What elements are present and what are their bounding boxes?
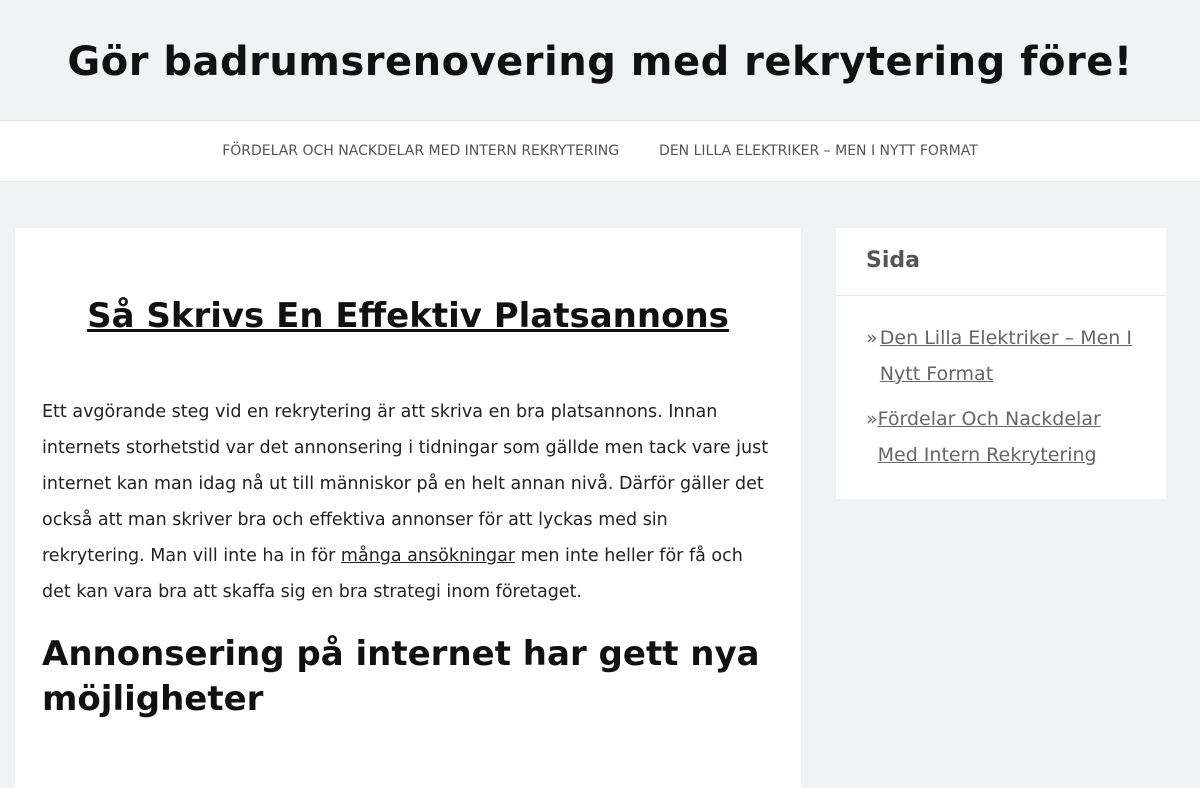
sidebar-widget <box>836 228 1166 499</box>
nav-item-den-lilla-elektriker[interactable]: DEN LILLA ELEKTRIKER – MEN I NYTT FORMAT <box>659 143 978 159</box>
site-title[interactable]: Gör badrumsrenovering med rekrytering före! <box>67 39 1133 85</box>
article-paragraph <box>42 394 774 610</box>
double-chevron-right-icon: » <box>866 408 878 430</box>
sidebar-link-den-lilla-elektriker[interactable]: Den Lilla Elektriker – Men I Nytt Format <box>879 327 1132 385</box>
site-header <box>0 0 1200 120</box>
article-title: Så Skrivs En Effektiv Platsannons <box>87 296 729 336</box>
link-manga-ansokningar[interactable]: många ansökningar <box>340 546 516 566</box>
sidebar-link-fordelar-och-nackdelar[interactable]: Fördelar Och Nackdelar Med Intern Rekrytering <box>877 408 1101 466</box>
double-chevron-right-icon: » <box>866 327 878 349</box>
list-item <box>866 320 1136 392</box>
widget-link-list <box>836 296 1166 473</box>
paragraph-text-start: Ett avgörande steg vid en rekrytering är att skriva en bra platsannons. Innan internets storhetstid var det annonsering i tidningar som gällde men tack vare just internet kan man idag nå ut till människor på en helt annan nivå. Därför gäller det också att man skriver bra och effektiva annonser för att lyckas med sin rekrytering. Man vill inte ha in för <box>42 402 769 566</box>
nav-item-fordelar-och-nackdelar[interactable]: FÖRDELAR OCH NACKDELAR MED INTERN REKRYTERING <box>222 143 620 159</box>
main-navigation <box>0 120 1200 182</box>
section-heading: Annonsering på internet har gett nya möjligheter <box>42 634 760 719</box>
widget-title: Sida <box>836 228 1166 296</box>
article <box>15 228 801 788</box>
list-item <box>866 401 1136 473</box>
paragraph-text-end: men inte heller för få och det kan vara bra att skaffa sig en bra strategi inom företaget. <box>42 546 743 602</box>
